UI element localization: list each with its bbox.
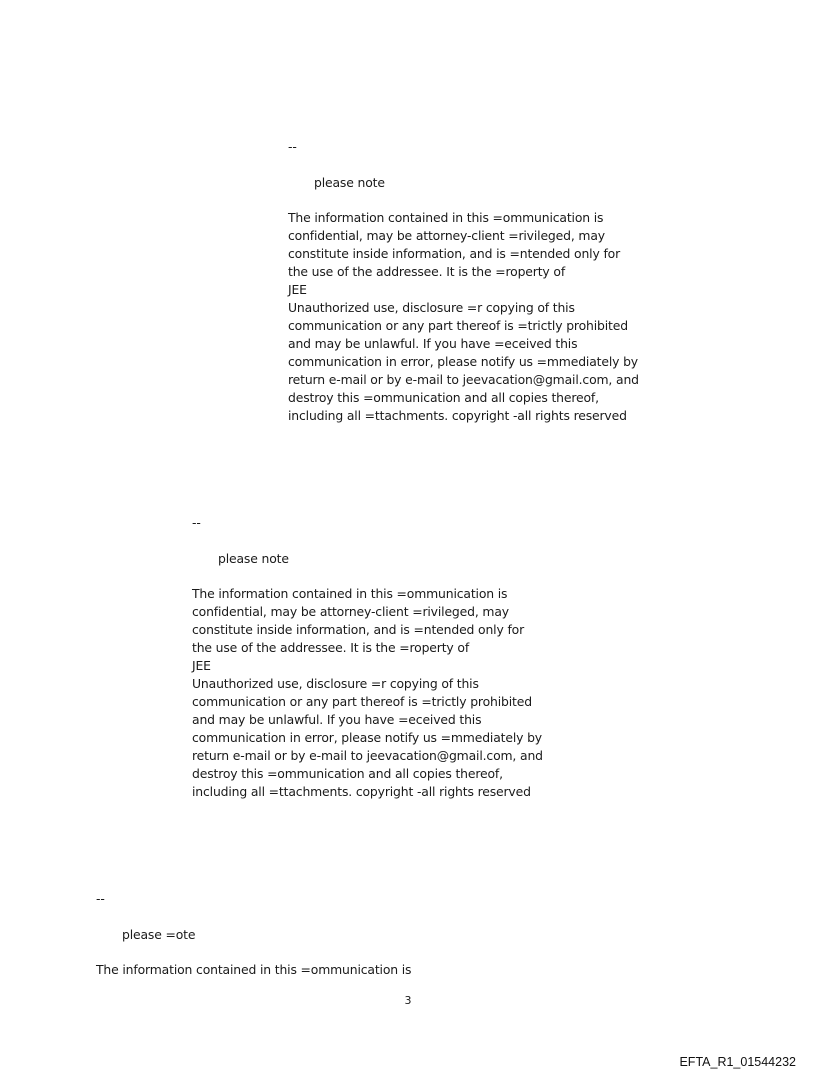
disclaimer-line: communication or any part thereof is =trictly prohibited xyxy=(192,694,532,709)
signature-separator: -- xyxy=(288,139,297,154)
disclaimer-line: communication or any part thereof is =trictly prohibited xyxy=(288,318,628,333)
disclaimer-block-3 xyxy=(96,890,411,979)
disclaimer-line: JEE xyxy=(288,282,307,297)
note-heading: please =ote xyxy=(122,927,196,942)
note-heading: please note xyxy=(218,551,289,566)
page-number: 3 xyxy=(404,994,412,1007)
disclaimer-line: return e-mail or by e-mail to jeevacation@gmail.com, and xyxy=(192,748,543,763)
disclaimer-line: The information contained in this =ommunication is xyxy=(288,210,604,225)
signature-separator: -- xyxy=(96,891,105,906)
disclaimer-line: and may be unlawful. If you have =eceived this xyxy=(192,712,482,727)
disclaimer-line: destroy this =ommunication and all copies thereof, xyxy=(192,766,503,781)
signature-separator: -- xyxy=(192,515,201,530)
disclaimer-line: confidential, may be attorney-client =rivileged, may xyxy=(192,604,509,619)
disclaimer-line: constitute inside information, and is =ntended only for xyxy=(288,246,621,261)
disclaimer-text xyxy=(288,209,639,425)
disclaimer-line: communication in error, please notify us =mmediately by xyxy=(192,730,542,745)
disclaimer-line: JEE xyxy=(192,658,211,673)
disclaimer-line: Unauthorized use, disclosure =r copying of this xyxy=(288,300,575,315)
disclaimer-text xyxy=(96,961,411,979)
disclaimer-line: destroy this =ommunication and all copies thereof, xyxy=(288,390,599,405)
disclaimer-line: The information contained in this =ommunication is xyxy=(96,962,412,977)
disclaimer-line: constitute inside information, and is =ntended only for xyxy=(192,622,525,637)
disclaimer-block-1 xyxy=(288,138,639,425)
note-heading: please note xyxy=(314,175,385,190)
disclaimer-line: communication in error, please notify us =mmediately by xyxy=(288,354,638,369)
disclaimer-line: the use of the addressee. It is the =roperty of xyxy=(288,264,566,279)
disclaimer-block-2 xyxy=(192,514,543,801)
disclaimer-text xyxy=(192,585,543,801)
disclaimer-line: including all =ttachments. copyright -all rights reserved xyxy=(192,784,531,799)
disclaimer-line: including all =ttachments. copyright -all rights reserved xyxy=(288,408,627,423)
disclaimer-line: return e-mail or by e-mail to jeevacation@gmail.com, and xyxy=(288,372,639,387)
disclaimer-line: Unauthorized use, disclosure =r copying of this xyxy=(192,676,479,691)
disclaimer-line: The information contained in this =ommunication is xyxy=(192,586,508,601)
disclaimer-line: and may be unlawful. If you have =eceived this xyxy=(288,336,578,351)
document-id: EFTA_R1_01544232 xyxy=(679,1055,796,1069)
disclaimer-line: confidential, may be attorney-client =rivileged, may xyxy=(288,228,605,243)
disclaimer-line: the use of the addressee. It is the =roperty of xyxy=(192,640,470,655)
